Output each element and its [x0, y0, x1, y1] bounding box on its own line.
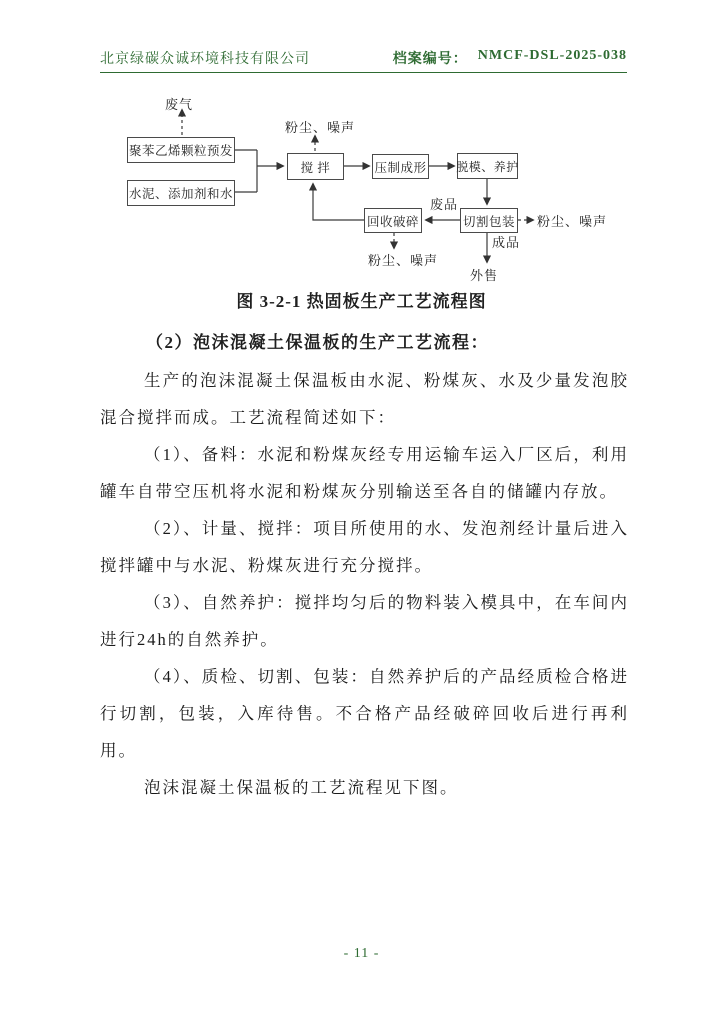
- dust-noise-cut-label: 粉尘、噪声: [537, 214, 608, 229]
- archive-value: NMCF-DSL-2025-038: [477, 48, 627, 63]
- pre-expand-box: 聚苯乙烯颗粒预发: [127, 137, 235, 163]
- scrap-label: 废品: [430, 197, 459, 212]
- paragraph-step-1: （1）、备料：水泥和粉煤灰经专用运输车运入厂区后，利用罐车自带空压机将水泥和粉煤灰分别输送至各自的储罐内存放。: [100, 445, 629, 501]
- external-sale-label: 外售: [470, 268, 499, 283]
- cement-water-box: 水泥、添加剂和水: [127, 180, 235, 206]
- body-paragraphs: [100, 362, 629, 806]
- dust-noise-mix-label: 粉尘、噪声: [285, 120, 356, 135]
- paragraph-step-2: （2）、计量、搅拌：项目所使用的水、发泡剂经计量后进入搅拌罐中与水泥、粉煤灰进行充分搅拌。: [100, 519, 629, 575]
- finished-product-label: 成品: [492, 235, 521, 250]
- company-name: 北京绿碳众诚环境科技有限公司: [100, 52, 310, 67]
- section-heading: （2）泡沫混凝土保温板的生产工艺流程：: [146, 333, 489, 352]
- dust-noise-recycle-label: 粉尘、噪声: [368, 253, 439, 268]
- press-box: 压制成形: [372, 154, 429, 179]
- page-header: [100, 48, 627, 68]
- figure-caption: 图 3-2-1 热固板生产工艺流程图: [236, 292, 487, 311]
- mix-box: 搅 拌: [287, 153, 344, 180]
- flowchart-connectors: [0, 90, 723, 285]
- waste-gas-label: 废气: [165, 97, 194, 112]
- cut-pack-box: 切割包装: [460, 208, 518, 233]
- demold-cure-box: 脱模、养护: [457, 153, 518, 179]
- recycle-crush-box: 回收破碎: [364, 208, 422, 233]
- header-divider: [100, 72, 627, 73]
- paragraph-intro: 生产的泡沫混凝土保温板由水泥、粉煤灰、水及少量发泡胶混合搅拌而成。工艺流程简述如下：: [100, 371, 629, 427]
- page-number: - 11 -: [343, 946, 380, 961]
- process-flowchart: [0, 90, 723, 285]
- paragraph-step-4: （4）、质检、切割、包装：自然养护后的产品经质检合格进行切割，包装，入库待售。不合格产品经破碎回收后进行再利用。: [100, 667, 629, 760]
- archive-number: [393, 48, 627, 68]
- archive-label: 档案编号：: [392, 52, 468, 67]
- paragraph-closing: 泡沫混凝土保温板的工艺流程见下图。: [144, 778, 459, 797]
- paragraph-step-3: （3）、自然养护：搅拌均匀后的物料装入模具中，在车间内进行24h的自然养护。: [100, 593, 629, 649]
